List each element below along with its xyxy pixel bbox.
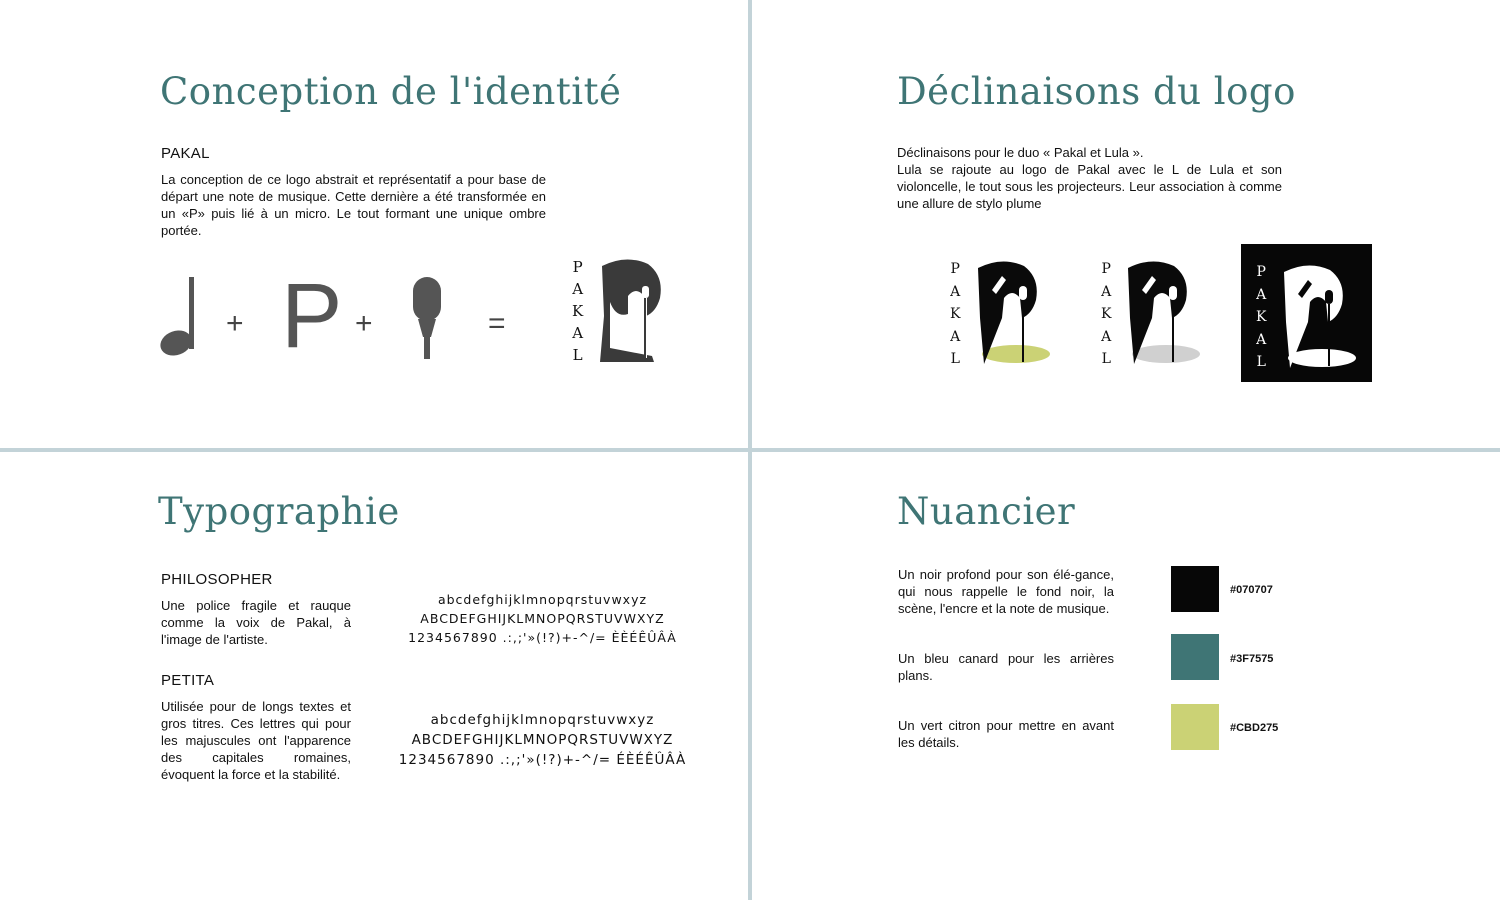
variant-letter: P <box>1256 264 1266 280</box>
font2-specimen <box>390 710 695 770</box>
variant-letter: K <box>950 306 961 322</box>
variant-letter: A <box>950 283 961 300</box>
variant-letter: P <box>1101 261 1111 277</box>
font1-specimen <box>390 590 695 647</box>
typography-title: Typographie <box>158 490 400 533</box>
variant-letter: A <box>1101 328 1112 345</box>
swatch-teal <box>1171 634 1219 680</box>
variant-letter: P <box>950 261 960 277</box>
microphone-icon <box>410 275 444 361</box>
palette-title: Nuancier <box>897 490 1076 533</box>
swatch-3-description: Un vert citron pour mettre en avant les détails. <box>898 718 1114 750</box>
plus-sign-1: + <box>226 307 244 340</box>
variant-2-letters <box>1101 258 1111 371</box>
swatch-2-description: Un bleu canard pour les arrières plans. <box>898 651 1114 683</box>
font1-numbers: 1234567890 .:,;'»(!?)+-^/= ÈÈÉÊÛÂÀ <box>408 630 677 645</box>
logo-letter: K <box>572 302 584 320</box>
swatch-1-hex: #070707 <box>1230 584 1273 596</box>
logo-letters-vertical <box>572 256 583 366</box>
variant-letter: K <box>1101 306 1112 322</box>
swatch-1-description: Un noir profond pour son élé-gance, qui nous rappelle le fond noir, la scène, l'encre et la note de musique. <box>898 567 1114 616</box>
font2-numbers: 1234567890 .:,;'»(!?)+-^/= ÉÈÉÊÛÂÀ <box>398 752 687 768</box>
letter-p: P <box>281 265 343 367</box>
variant-letter: A <box>950 328 961 345</box>
font2-name: PETITA <box>161 672 215 689</box>
font2-description: Utilisée pour de longs textes et gros titres. Ces lettres qui pour les majuscules ont l'apparence des capitales romaines, évoquent la force et la stabilité. <box>161 699 351 782</box>
variant-letter: K <box>1256 309 1267 325</box>
swatch-lime <box>1171 704 1219 750</box>
variant-letter: L <box>950 351 960 367</box>
variants-description: Lula se rajoute au logo de Pakal avec le L de Lula et son violoncelle, le tout sous les projecteurs. Leur association à comme une allure de stylo plume <box>897 162 1282 211</box>
plus-sign-2: + <box>355 307 373 340</box>
variant-1-logo-icon <box>972 258 1054 368</box>
swatch-3-hex: #CBD275 <box>1230 722 1279 734</box>
variants-title: Déclinaisons du logo <box>897 70 1296 113</box>
variant-letter: A <box>1101 283 1112 300</box>
logo-letter: A <box>572 324 584 342</box>
variant-3-letters <box>1256 261 1266 374</box>
horizontal-divider <box>0 448 1500 452</box>
variant-letter: A <box>1256 331 1267 348</box>
font1-description: Une police fragile et rauque comme la voix de Pakal, à l'image de l'artiste. <box>161 598 351 647</box>
variant-2-logo-icon <box>1122 258 1204 368</box>
variant-3-logo-icon <box>1278 262 1360 372</box>
font1-uppercase: ABCDEFGHIJKLMNOPQRSTUVWXYZ <box>420 611 665 626</box>
logo-letter: L <box>572 346 583 364</box>
identity-subhead: PAKAL <box>161 145 210 162</box>
identity-description: La conception de ce logo abstrait et représentatif a pour base de départ une note de musique. Cette dernière a été transformée en un «P» puis lié à un micro. Le tout formant une unique ombre portée. <box>161 172 546 238</box>
swatch-2-hex: #3F7575 <box>1230 653 1274 665</box>
variant-letter: L <box>1256 354 1266 370</box>
music-note-icon <box>158 275 200 359</box>
identity-title: Conception de l'identité <box>160 70 622 113</box>
font1-name: PHILOSOPHER <box>161 571 273 588</box>
logo-letter: P <box>572 258 583 276</box>
variant-1-letters <box>950 258 960 371</box>
variant-letter: A <box>1256 286 1267 303</box>
variant-letter: L <box>1101 351 1111 367</box>
font2-lowercase: abcdefghijklmnopqrstuvwxyz <box>430 712 655 728</box>
font1-lowercase: abcdefghijklmnopqrstuvwxyz <box>437 592 648 607</box>
logo-letter: A <box>572 280 584 298</box>
equals-sign: = <box>488 307 506 340</box>
font2-uppercase: ABCDEFGHIJKLMNOPQRSTUVWXYZ <box>411 732 674 748</box>
swatch-black <box>1171 566 1219 612</box>
pakal-logo-icon <box>596 256 666 364</box>
variants-line-1: Déclinaisons pour le duo « Pakal et Lula ». <box>897 145 1144 160</box>
